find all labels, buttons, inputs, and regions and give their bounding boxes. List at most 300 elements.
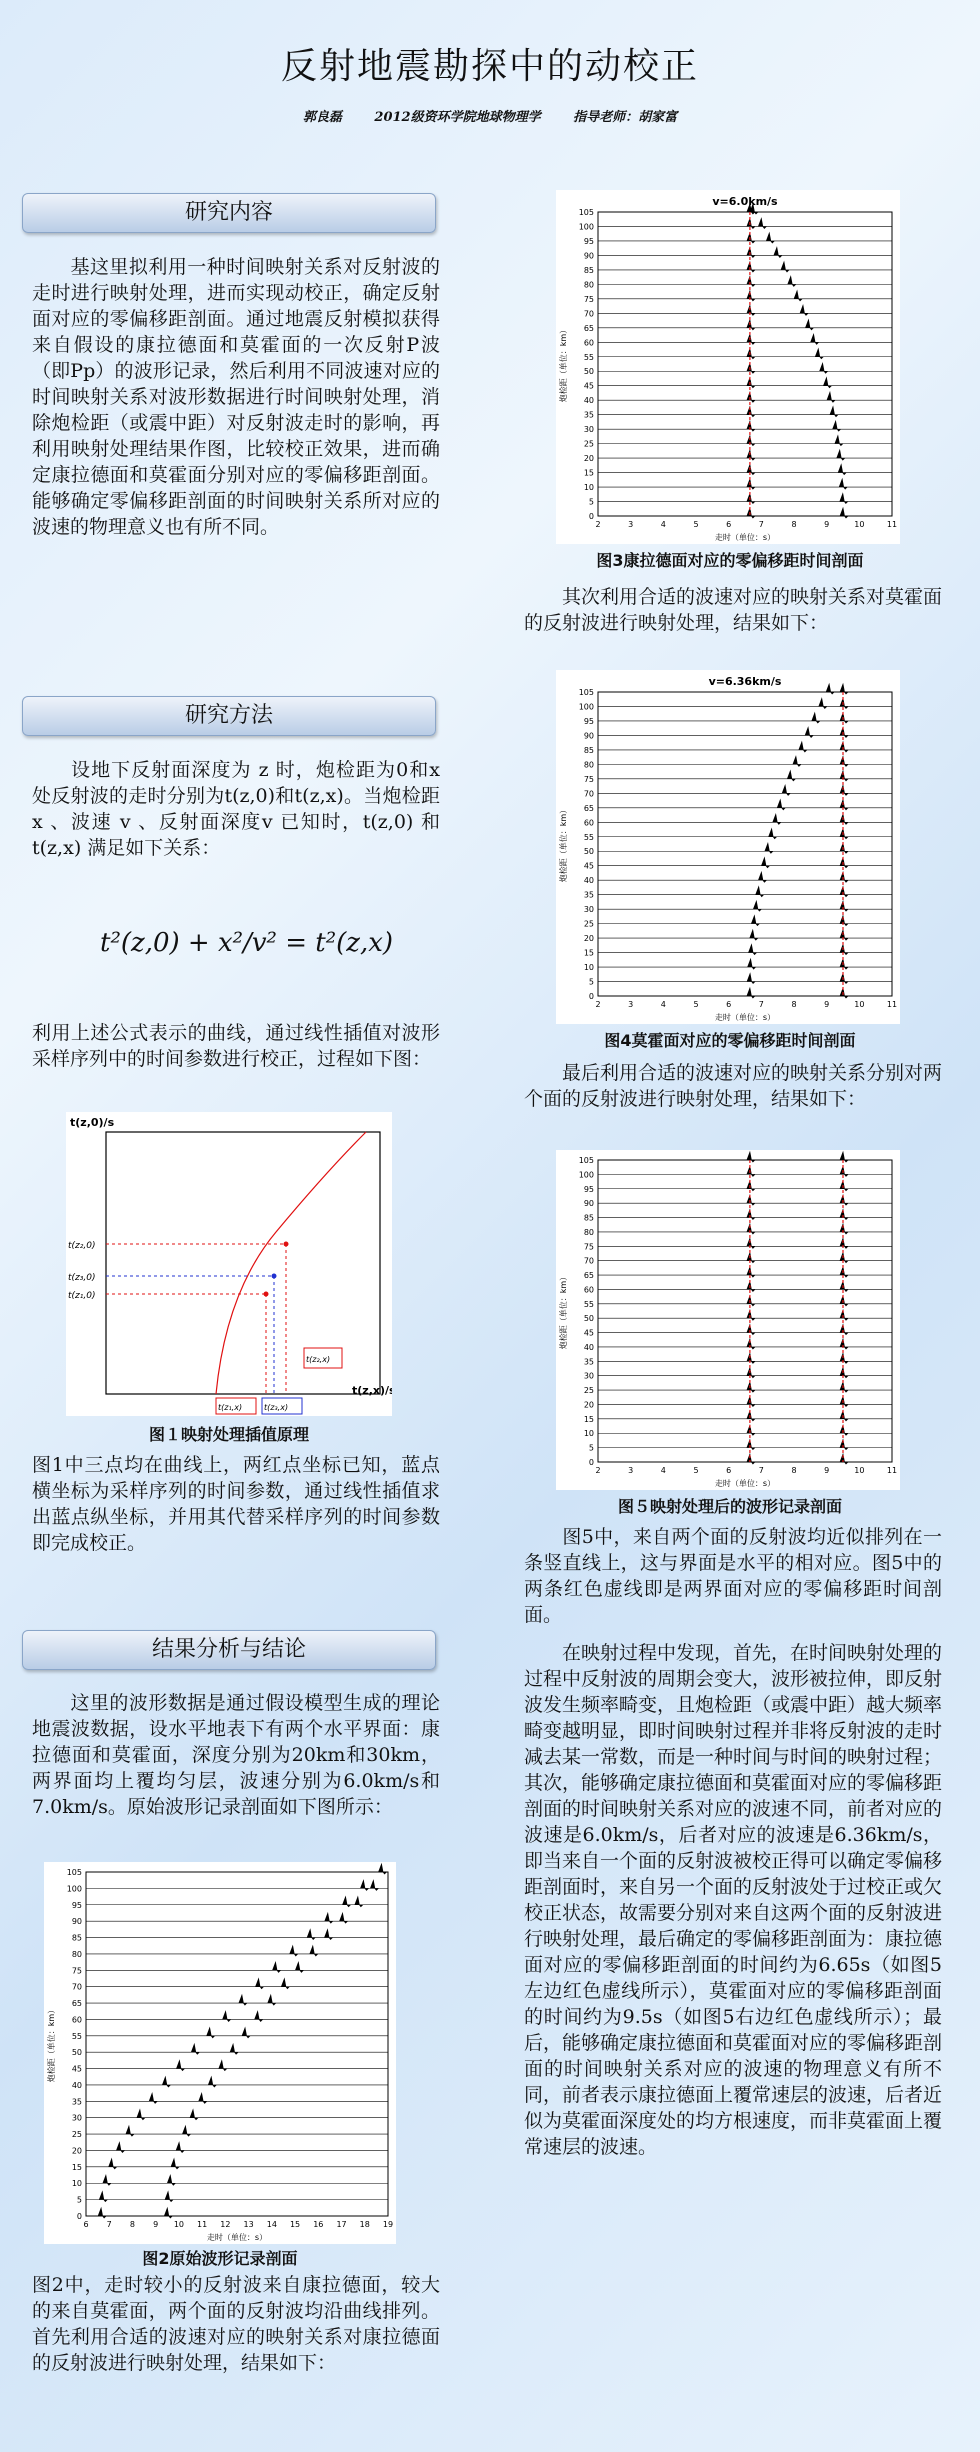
fig2svg-wavelet-85-1 — [325, 1930, 333, 1940]
method-after-text: 利用上述公式表示的曲线，通过线性插值对波形采样序列中的时间参数进行校正，过程如下图： — [32, 1022, 440, 1070]
fig5svg-xtick-8: 8 — [791, 1466, 797, 1475]
fig2svg-frame — [86, 1872, 388, 2216]
fig2svg-xtick-15: 15 — [289, 2220, 301, 2229]
fig5svg-wavelet-5-0 — [747, 1440, 755, 1450]
fig5svg-xtick-11: 11 — [886, 1466, 898, 1475]
fig4svg-ytick-65: 65 — [583, 803, 594, 813]
fig4svg-wavelet-20-1 — [840, 930, 848, 940]
figure-3 — [556, 190, 900, 544]
figure-4-caption: 图4莫霍面对应的零偏移距时间剖面 — [604, 1031, 856, 1050]
formula-right: = t²(z,x) — [285, 928, 394, 958]
fig4svg-ytick-95: 95 — [583, 716, 594, 726]
fig5svg-wavelet-85-1 — [840, 1210, 848, 1220]
fig5svg-wavelet-60-0 — [747, 1281, 755, 1291]
advisor: 指导老师：胡家富 — [573, 110, 678, 125]
fig2svg-wavelet-25-1 — [182, 2126, 190, 2136]
fig4svg-ytick-85: 85 — [583, 745, 594, 755]
fig3svg-ytick-75: 75 — [583, 294, 594, 304]
fig5svg-ytick-10: 10 — [583, 1429, 594, 1439]
fig2svg-wavelet-70-1 — [281, 1979, 289, 1989]
fig1-curve — [216, 1132, 366, 1394]
fig2svg-wavelet-30-1 — [190, 2110, 198, 2120]
fig2svg-wavelet-75-1 — [295, 1962, 303, 1972]
fig3svg-ytick-105: 105 — [578, 208, 594, 217]
fig3svg-xtick-6: 6 — [726, 520, 732, 529]
fig5svg-xtick-9: 9 — [824, 1466, 830, 1475]
fig2svg-ytick-80: 80 — [71, 1949, 82, 1959]
figure-1-caption: 图１映射处理插值原理 — [148, 1425, 309, 1444]
fig3svg-wavelet-45-1 — [823, 378, 831, 388]
right-text-4-body: 最后利用合适的波速对应的映射关系分别对两个面的反射波进行映射处理，结果如下： — [524, 1062, 943, 1110]
fig2svg-ytick-75: 75 — [71, 1966, 82, 1976]
fig2svg-xtick-10: 10 — [173, 2220, 185, 2229]
fig3svg-xtick-8: 8 — [791, 520, 797, 529]
fig4svg-wavelet-35-0 — [756, 887, 764, 897]
fig5svg-ytick-95: 95 — [583, 1184, 594, 1194]
fig3svg-ytick-50: 50 — [583, 367, 594, 377]
fig4svg-wavelet-45-1 — [840, 858, 848, 868]
fig4svg-ytick-0: 0 — [588, 992, 594, 1001]
fig5svg-wavelet-50-1 — [840, 1310, 848, 1320]
fig3svg-ylabel: 炮检距（单位：km） — [559, 325, 568, 403]
fig2svg-xtick-6: 6 — [83, 2220, 89, 2229]
fig2svg-ytick-0: 0 — [76, 2212, 82, 2221]
fig3svg-ytick-100: 100 — [578, 222, 594, 232]
fig3svg-wavelet-95-1 — [766, 233, 774, 243]
fig4svg-ytick-105: 105 — [578, 688, 594, 697]
fig3svg-ytick-95: 95 — [583, 236, 594, 246]
fig2svg-wavelet-60-0 — [223, 2011, 231, 2021]
fig1-label-t3: t(z₃,0) — [68, 1273, 96, 1283]
results-body: 这里的波形数据是通过假设模型生成的理论地震波数据，设水平地表下有两个水平界面：康拉德面和莫霍面，深度分别为20km和30km，两界面均上覆均匀层，波速分别为6.0km/s和7.0km/s。原始波形记录剖面如下图所示： — [32, 1692, 440, 1818]
fig2svg-wavelet-60-1 — [255, 2011, 263, 2021]
fig2svg-wavelet-100-0 — [360, 1880, 368, 1890]
fig3svg-xtick-11: 11 — [886, 520, 898, 529]
fig4svg-ytick-70: 70 — [583, 789, 594, 799]
fig2svg-ytick-90: 90 — [71, 1917, 82, 1927]
fig1-xlabel: t(z,x)/s — [352, 1384, 392, 1397]
fig4svg-ytick-20: 20 — [583, 934, 594, 944]
fig3svg-wavelet-30-0 — [747, 421, 755, 431]
fig3svg-ytick-70: 70 — [583, 309, 594, 319]
fig5svg-wavelet-50-0 — [747, 1310, 755, 1320]
fig3svg-wavelet-60-0 — [747, 334, 755, 344]
fig2svg-wavelet-5-0 — [99, 2192, 107, 2202]
fig5svg-wavelet-100-0 — [747, 1166, 755, 1176]
fig2svg-wavelet-5-1 — [165, 2192, 173, 2202]
fig3svg-wavelet-65-0 — [747, 320, 755, 330]
fig4svg-xtick-2: 2 — [595, 1000, 601, 1009]
fig3svg-wavelet-85-0 — [747, 262, 755, 272]
fig2svg-ylabel: 炮检距（单位：km） — [47, 2005, 56, 2083]
fig2svg-wavelet-85-0 — [307, 1930, 315, 1940]
fig2svg-xtick-8: 8 — [129, 2220, 136, 2229]
fig5svg-ylabel: 炮检距（单位：km） — [559, 1272, 568, 1350]
fig5svg-wavelet-55-0 — [747, 1296, 755, 1306]
fig3svg-ytick-85: 85 — [583, 265, 594, 275]
fig2svg-wavelet-10-1 — [167, 2175, 175, 2185]
fig5svg-xlabel: 走时（单位：s） — [714, 1479, 776, 1488]
fig3svg-wavelet-25-0 — [747, 436, 755, 446]
fig3svg-wavelet-85-1 — [781, 262, 789, 272]
fig5svg-wavelet-90-0 — [747, 1195, 755, 1205]
fig5svg-ytick-105: 105 — [578, 1156, 594, 1165]
author-name: 郭良磊 — [302, 110, 342, 125]
fig4svg-wavelet-85-0 — [799, 742, 807, 752]
fig2svg-wavelet-90-1 — [340, 1913, 348, 1923]
fig4svg-wavelet-40-1 — [840, 872, 848, 882]
fig4svg-xtick-8: 8 — [791, 1000, 797, 1009]
fig5svg-wavelet-10-0 — [747, 1425, 755, 1435]
figure-5-caption: 图５映射处理后的波形记录剖面 — [617, 1497, 842, 1516]
fig2svg-wavelet-55-0 — [207, 2028, 215, 2038]
fig3svg-wavelet-90-0 — [747, 247, 755, 257]
fig1-label-t1: t(z₁,0) — [68, 1291, 96, 1301]
fig5svg-ytick-75: 75 — [583, 1242, 594, 1252]
fig5svg-ytick-65: 65 — [583, 1271, 594, 1281]
fig4svg-wavelet-30-1 — [840, 901, 848, 911]
research-content-body: 基这里拟利用一种时间映射关系对反射波的走时进行映射处理，进而实现动校正，确定反射面对应的零偏移距剖面。通过地震反射模拟获得来自假设的康拉德面和莫霍面的一次反射P波（即Pp）的波形记录，然后利用不同波速对应的时间映射关系对波形数据进行时间映射处理，消除炮检距（或震中距）对反射波走时的影响，再利用映射处理结果作图，比较校正效果，进而确定康拉德面和莫霍面分别对应的零偏移距剖面。能够确定零偏移距剖面的时间映射关系所对应的波速的物理意义也有所不同。 — [32, 256, 440, 538]
fig5svg-ytick-35: 35 — [583, 1357, 594, 1367]
fig5svg-wavelet-70-1 — [840, 1253, 848, 1263]
fig2svg-xlabel: 走时（单位：s） — [206, 2233, 268, 2242]
author-class: 2012级资环学院地球物理学 — [374, 110, 541, 125]
fig5svg-ytick-90: 90 — [583, 1199, 594, 1209]
fig4svg-ytick-10: 10 — [583, 963, 594, 973]
fig5svg-wavelet-85-0 — [747, 1210, 755, 1220]
fig2svg-wavelet-50-1 — [230, 2044, 238, 2054]
fig3svg-title: v=6.0km/s — [712, 195, 778, 208]
fig4svg-wavelet-5-1 — [840, 974, 848, 984]
fig3svg-wavelet-70-0 — [747, 305, 755, 315]
fig3svg-wavelet-75-1 — [794, 291, 802, 301]
fig2svg-ytick-10: 10 — [71, 2179, 82, 2189]
fig3svg-ytick-0: 0 — [588, 512, 594, 521]
fig4svg-wavelet-40-0 — [758, 872, 766, 882]
fig3svg-wavelet-95-0 — [747, 233, 755, 243]
fig2svg-ytick-45: 45 — [71, 2064, 82, 2074]
fig3svg-ytick-45: 45 — [583, 381, 594, 391]
fig1-point-blue — [272, 1274, 277, 1279]
fig5svg-xtick-10: 10 — [854, 1466, 865, 1475]
fig3svg-ytick-5: 5 — [588, 497, 594, 507]
right-text-3-body: 其次利用合适的波速对应的映射关系对莫霍面的反射波进行映射处理，结果如下： — [524, 586, 943, 634]
method-body: 设地下反射面深度为 z 时，炮检距为0和x 处反射波的走时分别为t(z,0)和t(z,x)。当炮检距 x 、波速 v 、反射面深度v 已知时，t(z,0) 和 t(z,x) 满足如下关系： — [32, 759, 440, 859]
fig4svg-wavelet-60-1 — [840, 814, 848, 824]
fig3svg-wavelet-55-0 — [747, 349, 755, 359]
fig3svg-wavelet-75-0 — [747, 291, 755, 301]
fig2svg-ytick-5: 5 — [76, 2195, 82, 2205]
fig5svg-wavelet-35-0 — [747, 1353, 755, 1363]
fig2svg-wavelet-45-0 — [176, 2061, 184, 2071]
fig5svg-wavelet-25-1 — [840, 1382, 848, 1392]
section-header-research-content: 研究内容 — [22, 193, 436, 233]
fig4svg-wavelet-90-1 — [840, 727, 848, 737]
fig2svg-wavelet-70-0 — [256, 1979, 264, 1989]
fig1-frame — [106, 1132, 380, 1394]
poster-title: 反射地震勘探中的动校正 — [280, 46, 699, 87]
fig4svg-ytick-30: 30 — [583, 905, 594, 915]
fig2svg-xtick-7: 7 — [106, 2220, 112, 2229]
fig4svg-wavelet-70-0 — [782, 785, 790, 795]
fig3svg-ytick-20: 20 — [583, 454, 594, 464]
fig2svg-ytick-55: 55 — [71, 2031, 82, 2041]
right-text-5 — [524, 1524, 942, 1628]
fig5svg-xtick-6: 6 — [726, 1466, 732, 1475]
fig2svg-wavelet-15-0 — [109, 2159, 117, 2169]
fig5svg-ytick-85: 85 — [583, 1213, 594, 1223]
fig2svg-xtick-17: 17 — [336, 2220, 347, 2229]
fig4svg-wavelet-10-1 — [840, 959, 848, 969]
fig3svg-wavelet-10-0 — [747, 479, 755, 489]
fig4svg-ytick-25: 25 — [583, 919, 594, 929]
fig4svg-wavelet-15-0 — [749, 945, 757, 955]
fig2svg-ytick-60: 60 — [71, 2015, 82, 2025]
fig5svg-ytick-40: 40 — [583, 1342, 594, 1352]
fig4svg-ytick-60: 60 — [583, 818, 594, 828]
fig2svg-wavelet-20-1 — [176, 2142, 184, 2152]
fig4svg-ytick-55: 55 — [583, 832, 594, 842]
fig3svg-wavelet-40-0 — [747, 392, 755, 402]
figure-2-svg — [44, 1862, 396, 2244]
fig4svg-xtick-7: 7 — [758, 1000, 764, 1009]
fig2svg-xtick-9: 9 — [153, 2220, 159, 2229]
fig3svg-wavelet-35-0 — [747, 407, 755, 417]
fig2svg-ytick-105: 105 — [66, 1868, 82, 1877]
fig5svg-ytick-100: 100 — [578, 1170, 594, 1180]
fig3svg-xtick-3: 3 — [628, 520, 634, 529]
fig3svg-wavelet-100-1 — [758, 218, 766, 228]
fig1-point-red-1 — [284, 1242, 289, 1247]
section-header-results: 结果分析与结论 — [22, 1630, 436, 1670]
fig2svg-ytick-30: 30 — [71, 2113, 82, 2123]
fig2svg-wavelet-15-1 — [171, 2159, 179, 2169]
fig4svg-ytick-35: 35 — [583, 890, 594, 900]
fig3svg-wavelet-90-1 — [774, 247, 782, 257]
fig4svg-wavelet-15-1 — [840, 945, 848, 955]
fig5svg-wavelet-60-1 — [840, 1281, 848, 1291]
fig4svg-wavelet-55-1 — [840, 829, 848, 839]
formula — [100, 928, 393, 958]
figure-1-svg — [66, 1112, 392, 1416]
fig5svg-wavelet-30-1 — [840, 1368, 848, 1378]
fig3svg-wavelet-55-1 — [815, 349, 823, 359]
fig3svg-wavelet-60-1 — [811, 334, 819, 344]
fig5svg-ytick-30: 30 — [583, 1371, 594, 1381]
fig3svg-xlabel: 走时（单位：s） — [714, 533, 776, 542]
fig2svg-xtick-18: 18 — [359, 2220, 370, 2229]
fig4svg-frame — [598, 692, 892, 996]
fig3svg-ytick-35: 35 — [583, 410, 594, 420]
right-text-6-body: 在映射过程中发现，首先，在时间映射处理的过程中反射波的周期会变大，波形被拉伸，即反射波发生频率畸变，且炮检距（或震中距）越大频率畸变越明显，即时间映射过程并非将反射波的走时减去某一常数，而是一种时间与时间的映射过程；其次，能够确定康拉德面和莫霍面对应的零偏移距剖面的时间映射关系对应的波速不同，前者对应的波速是6.0km/s，后者对应的波速是6.36km/s，即当来自一个面的反射波被校正得可以确定零偏移距剖面时，来自另一个面的反射波处于过校正或欠校正状态，故需要分别对来自这两个面的反射波进行映射处理，最后确定的零偏移距剖面为：康拉德面对应的零偏移距剖面的时间约为6.65s（如图5左边红色虚线所示），莫霍面对应的零偏移距剖面的时间约为9.5s（如图5右边红色虚线所示）；最后，能够确定康拉德面和莫霍面对应的零偏移距剖面的时间映射关系对应的波速的物理意义有所不同，前者表示康拉德面上覆常速层的波速，后者近似为莫霍面深度处的均方根速度，而非莫霍面上覆常速层的波速。 — [524, 1642, 943, 2158]
fig3svg-wavelet-5-1 — [840, 494, 848, 504]
fig3svg-xtick-10: 10 — [854, 520, 865, 529]
fig4svg-ytick-100: 100 — [578, 702, 594, 712]
fig3svg-ytick-15: 15 — [583, 468, 594, 478]
fig3svg-xtick-9: 9 — [824, 520, 830, 529]
formula-left: t²(z,0) + x²/v² — [100, 928, 277, 958]
fig5svg-xtick-5: 5 — [693, 1466, 699, 1475]
fig4svg-ytick-50: 50 — [583, 847, 594, 857]
fig1-ylabel: t(z,0)/s — [70, 1116, 115, 1129]
fig5svg-ytick-45: 45 — [583, 1328, 594, 1338]
fig2svg-ytick-85: 85 — [71, 1933, 82, 1943]
fig4svg-xtick-5: 5 — [693, 1000, 699, 1009]
fig2svg-ytick-100: 100 — [66, 1884, 82, 1894]
fig4svg-wavelet-95-0 — [812, 713, 820, 723]
fig2svg-wavelet-100-1 — [370, 1880, 378, 1890]
fig4svg-ytick-40: 40 — [583, 876, 594, 886]
fig3svg-xtick-7: 7 — [758, 520, 764, 529]
fig1-label-x3: t(z₃,x) — [264, 1403, 289, 1412]
fig3svg-wavelet-35-1 — [830, 407, 838, 417]
fig3svg-ytick-60: 60 — [583, 338, 594, 348]
fig4svg-wavelet-90-0 — [805, 727, 813, 737]
right-text-5-body: 图5中，来自两个面的反射波均近似排列在一条竖直线上，这与界面是水平的相对应。图5中的两条红色虚线即是两界面对应的零偏移距时间剖面。 — [524, 1526, 942, 1626]
fig2svg-wavelet-80-1 — [310, 1946, 318, 1956]
fig4svg-wavelet-85-1 — [840, 742, 848, 752]
fig3svg-wavelet-15-0 — [747, 465, 755, 475]
fig5svg-ytick-80: 80 — [583, 1227, 594, 1237]
fig3svg-ytick-10: 10 — [583, 483, 594, 493]
fig3svg-wavelet-25-1 — [835, 436, 843, 446]
fig4svg-wavelet-70-1 — [840, 785, 848, 795]
fig2svg-wavelet-35-0 — [149, 2093, 157, 2103]
fig5svg-wavelet-65-1 — [840, 1267, 848, 1277]
fig1-point-red-2 — [264, 1292, 269, 1297]
fig2svg-wavelet-40-1 — [208, 2077, 216, 2087]
fig2svg-wavelet-80-0 — [290, 1946, 298, 1956]
fig5svg-wavelet-80-0 — [747, 1224, 755, 1234]
fig4svg-xtick-6: 6 — [726, 1000, 732, 1009]
right-text-4 — [524, 1060, 942, 1112]
fig2svg-wavelet-65-0 — [239, 1995, 247, 2005]
fig1-label-x1: t(z₁,x) — [218, 1403, 243, 1412]
fig2svg-ytick-25: 25 — [71, 2130, 82, 2140]
fig2svg-xtick-14: 14 — [266, 2220, 277, 2229]
fig4svg-ytick-5: 5 — [588, 977, 594, 987]
fig5svg-ytick-0: 0 — [588, 1458, 594, 1467]
fig5svg-wavelet-95-1 — [840, 1181, 848, 1191]
fig4svg-wavelet-35-1 — [840, 887, 848, 897]
figure-2-explanation: 图2中，走时较小的反射波来自康拉德面，较大的来自莫霍面，两个面的反射波均沿曲线排列。首先利用合适的波速对应的映射关系对康拉德面的反射波进行映射处理，结果如下： — [32, 2274, 440, 2374]
fig3svg-ytick-80: 80 — [583, 280, 594, 290]
author-line — [0, 106, 980, 125]
fig3svg-wavelet-50-1 — [820, 363, 828, 373]
fig4svg-title: v=6.36km/s — [708, 675, 782, 688]
fig3svg-ytick-65: 65 — [583, 323, 594, 333]
fig4svg-ytick-45: 45 — [583, 861, 594, 871]
fig2svg-wavelet-20-0 — [116, 2142, 124, 2152]
fig5svg-wavelet-100-1 — [840, 1166, 848, 1176]
fig2svg-wavelet-65-1 — [268, 1995, 276, 2005]
fig5svg-wavelet-45-0 — [747, 1325, 755, 1335]
section-header-method: 研究方法 — [22, 696, 436, 736]
fig5svg-wavelet-55-1 — [840, 1296, 848, 1306]
fig5svg-ytick-70: 70 — [583, 1256, 594, 1266]
fig4svg-wavelet-95-1 — [840, 713, 848, 723]
fig5svg-ytick-60: 60 — [583, 1285, 594, 1295]
fig5svg-ytick-50: 50 — [583, 1314, 594, 1324]
fig5svg-wavelet-70-0 — [747, 1253, 755, 1263]
fig3svg-ytick-90: 90 — [583, 251, 594, 261]
fig5svg-wavelet-40-1 — [840, 1339, 848, 1349]
fig3svg-wavelet-20-0 — [747, 450, 755, 460]
fig4svg-ytick-15: 15 — [583, 948, 594, 958]
fig4svg-wavelet-80-1 — [840, 756, 848, 766]
fig4svg-wavelet-100-1 — [840, 698, 848, 708]
fig3svg-ytick-25: 25 — [583, 439, 594, 449]
fig5svg-wavelet-30-0 — [747, 1368, 755, 1378]
right-text-3 — [524, 584, 942, 636]
fig3svg-frame — [598, 212, 892, 516]
fig3svg-ytick-30: 30 — [583, 425, 594, 435]
fig5svg-wavelet-5-1 — [840, 1440, 848, 1450]
figure-5 — [556, 1150, 900, 1490]
fig3svg-wavelet-15-1 — [838, 465, 846, 475]
fig2svg-ytick-65: 65 — [71, 1999, 82, 2009]
results-text — [32, 1690, 440, 1820]
fig4svg-wavelet-50-0 — [765, 843, 773, 853]
figure-3-caption: 图3康拉德面对应的零偏移距时间剖面 — [596, 551, 864, 570]
fig5svg-wavelet-15-0 — [747, 1411, 755, 1421]
fig5svg-wavelet-20-1 — [840, 1396, 848, 1406]
fig3svg-wavelet-65-1 — [805, 320, 813, 330]
fig3svg-xtick-4: 4 — [660, 520, 666, 529]
fig2svg-wavelet-50-0 — [191, 2044, 199, 2054]
fig2svg-ytick-20: 20 — [71, 2146, 82, 2156]
fig2svg-wavelet-35-1 — [199, 2093, 207, 2103]
fig4svg-wavelet-65-1 — [840, 800, 848, 810]
figure-1-explanation: 图1中三点均在曲线上，两红点坐标已知，蓝点横坐标为采样序列的时间参数，通过线性插值求出蓝点纵坐标，并用其代替采样序列的时间参数即完成校正。 — [32, 1454, 440, 1554]
figure-3-svg — [556, 190, 900, 544]
fig4svg-xtick-9: 9 — [824, 1000, 830, 1009]
fig4svg-wavelet-25-1 — [840, 916, 848, 926]
fig3svg-wavelet-10-1 — [839, 479, 847, 489]
fig2svg-xtick-19: 19 — [382, 2220, 394, 2229]
fig3svg-wavelet-100-0 — [747, 218, 755, 228]
fig4svg-wavelet-30-0 — [753, 901, 761, 911]
fig5svg-wavelet-40-0 — [747, 1339, 755, 1349]
figure-4-svg — [556, 670, 900, 1024]
fig3svg-wavelet-80-0 — [747, 276, 755, 286]
fig2svg-wavelet-10-0 — [103, 2175, 111, 2185]
fig5svg-xtick-7: 7 — [758, 1466, 764, 1475]
fig3svg-ytick-55: 55 — [583, 352, 594, 362]
fig5svg-wavelet-20-0 — [747, 1396, 755, 1406]
fig2svg-wavelet-25-0 — [126, 2126, 134, 2136]
fig5svg-wavelet-10-1 — [840, 1425, 848, 1435]
fig2svg-xtick-13: 13 — [243, 2220, 254, 2229]
fig2svg-ytick-50: 50 — [71, 2048, 82, 2058]
fig5svg-wavelet-90-1 — [840, 1195, 848, 1205]
fig4svg-wavelet-25-0 — [751, 916, 759, 926]
fig5svg-wavelet-15-1 — [840, 1411, 848, 1421]
fig2svg-wavelet-75-0 — [273, 1962, 281, 1972]
fig4svg-wavelet-10-0 — [748, 959, 756, 969]
fig5svg-wavelet-75-1 — [840, 1238, 848, 1248]
fig5svg-xtick-3: 3 — [628, 1466, 634, 1475]
fig5svg-wavelet-65-0 — [747, 1267, 755, 1277]
fig4svg-wavelet-20-0 — [750, 930, 758, 940]
fig5svg-wavelet-80-1 — [840, 1224, 848, 1234]
fig5svg-wavelet-95-0 — [747, 1181, 755, 1191]
fig2svg-ytick-15: 15 — [71, 2162, 82, 2172]
fig2svg-ytick-40: 40 — [71, 2080, 82, 2090]
fig4svg-wavelet-80-0 — [793, 756, 801, 766]
fig3svg-wavelet-5-0 — [747, 494, 755, 504]
fig4svg-ytick-80: 80 — [583, 760, 594, 770]
